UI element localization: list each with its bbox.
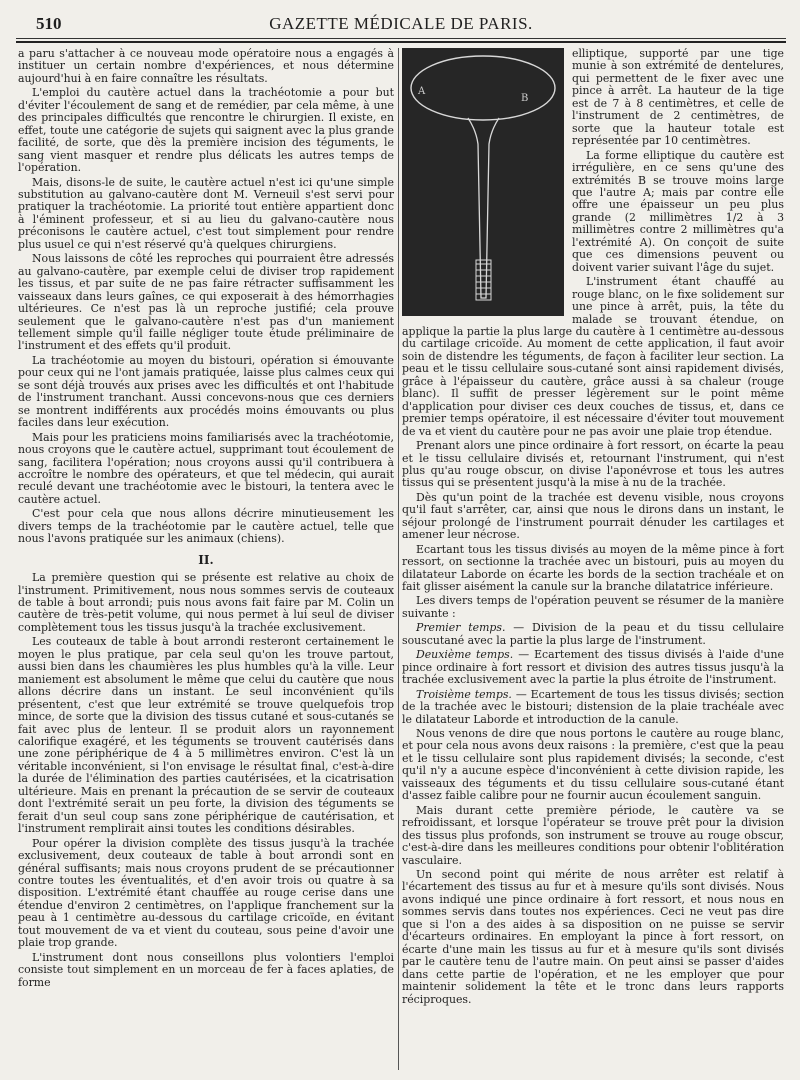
paragraph: Mais pour les praticiens moins familiarisés avec la trachéotomie, nous croyons que le cautère actuel, supprimant tout écoulement de sang, facilitera l'opération; nous croyons aussi qu'il contribuera à accroître le nombre des opérateurs, et que tel médecin, qui aurait reculé devant une trachéotomie avec le bistouri, la tentera avec le cautère actuel. — [18, 430, 394, 506]
step-label: Premier temps. — [416, 621, 506, 635]
paragraph: elliptique, supporté par une tige munie à son extrémité de dentelures, qui permettent de le fixer avec une pince à arrêt. La hauteur de la tige est de 7 à 8 centimètres, et celle de l'instrument de 2 centimètres, de sorte que la hauteur totale est représentée par 10 centimètres. — [572, 48, 784, 148]
cautery-figure — [402, 48, 564, 316]
paragraph: Prenant alors une pince ordinaire à fort ressort, on écarte la peau et le tissu cellulaire divisés et, retournant l'instrument, qui n'est plus qu'au rouge obscur, on divise l'aponévrose et tous les autres tissus qui se présentent jusqu'à la mise à nu de la trachée. — [402, 439, 784, 490]
paragraph: L'emploi du cautère actuel dans la trachéotomie a pour but d'éviter l'écoulement de sang et de remédier, par cela même, à une des principales difficultés que rencontre le chirurgien. Il existe, en effet, toute une catégorie de sujets qui saignent avec la plus grande facilité, de sorte, que dès la première incision des téguments, le sang vient masquer et rendre plus délicats les autres temps de l'opération. — [18, 86, 394, 175]
paragraph: Pour opérer la division complète des tissus jusqu'à la trachée exclusivement, deux couteaux de table à bout arrondi sont en général suffisants; mais nous croyons prudent de se précautionner contre toutes les éventualités, et d'en avoir trois ou quatre à sa disposition. L'extrémité étant chauffée au rouge cerise dans une étendue d'environ 2 centimètres, on l'applique franchement sur la peau à 1 centimètre au-dessous du cartilage cricoïde, en évitant tout mouvement de va et vient du couteau, sous peine d'avoir une plaie trop grande. — [18, 836, 394, 950]
step-label: Deuxième temps. — [416, 648, 514, 662]
column-divider — [398, 48, 399, 1070]
page-header — [16, 14, 786, 40]
paragraph: Nous laissons de côté les reproches qui pourraient être adressés au galvano-cautère, par exemple celui de diviser trop rapidement les tissus, et par suite de ne pas faire rétracter suffisamment les vaisseaux dans leurs gaînes, ce qui exposerait à des hémorrhagies ultérieures. Ce n'est pas là un reproche justifié; cela prouve seulement que le galvano-cautère n'est pas d'un maniement tellement simple qu'il faille négliger toute étude préliminaire de l'instrument et des effets qu'il produit. — [18, 252, 394, 353]
step-text: — Ecartement de tous les tissus divisés; section de la trachée avec le bistouri; distension de la plaie trachéale avec le dilatateur Laborde et introduction de la canule. — [402, 687, 784, 726]
paragraph: Les couteaux de table à bout arrondi resteront certainement le moyen le plus pratique, par cela seul qu'on les trouve partout, aussi bien dans les chaumières les plus humbles qu'à la ville. Leur maniement est absolument le même que celui du cautère que nous allons décrire dans un instant. Le seul inconvénient qu'ils présentent, c'est que leur extrémité se trouve quelquefois trop mince, de sorte que la division des tissus cutané et sous-cutanés se fait avec plus de lenteur. Il se produit alors un rayonnement calorifique exagéré, et les téguments se trouvent cautérisés dans une zone périphérique de 4 à 5 millimètres environ. C'est là un véritable inconvénient, si l'on envisage le résultat final, c'est-à-dire la durée de l'élimination des parties cautérisées, et la cicatrisation ultérieure. Mais en prenant la précaution de se servir de couteaux dont l'extrémité serait un peu forte, la division des téguments se ferait d'un seul coup sans zone périphérique de cautérisation, et l'instrument remplirait ainsi toutes les conditions désirables. — [18, 635, 394, 836]
operation-step — [402, 622, 784, 647]
paragraph: Les divers temps de l'opération peuvent se résumer de la manière suivante : — [402, 594, 784, 620]
paragraph: L'instrument étant chauffé au rouge blanc, on le fixe solidement sur une pince à arrêt, puis, la tête du malade se trouvant étendue, on applique la partie la plus large du cautère à 1 centimètre au-dessous du cartilage cricoïde. Au moment de cette application, il faut avoir soin de distendre les téguments, de façon à faciliter leur section. La peau et le tissu cellulaire sous-cutané sont ainsi rapidement divisés, grâce à l'épaisseur du cautère, grâce aussi à sa chaleur (rouge blanc). Il suffit de presser légèrement sur le point même d'application pour diviser ces deux couches de tissus, et, dans ce premier temps opératoire, il est nécessaire d'éviter tout mouvement de va et vient du cautère pour ne pas avoir une plaie trop étendue. — [402, 275, 784, 438]
paragraph: La première question qui se présente est relative au choix de l'instrument. Primitivement, nous nous sommes servis de couteaux de table à bout arrondi; puis nous avons fait faire par M. Colin un cautère de très-petit volume, qui nous permet à lui seul de diviser complètement tous les tissus jusqu'à la trachée exclusivement. — [18, 571, 394, 634]
paragraph: Ecartant tous les tissus divisés au moyen de la même pince à fort ressort, on sectionne la trachée avec un bistouri, puis au moyen du dilatateur Laborde on écarte les bords de la section trachéale et on fait glisser aisément la canule sur la branche dilatatrice inférieure. — [402, 542, 784, 594]
paragraph: La trachéotomie au moyen du bistouri, opération si émouvante pour ceux qui ne l'ont jamais pratiquée, laisse plus calmes ceux qui se sont déjà trouvés aux prises avec les difficultés et ont l'habitude de l'instrument tranchant. Aussi concevons-nous que ces derniers se montrent indifférents aux procédés moins émouvants ou plus faciles dans leur exécution. — [18, 353, 394, 430]
section-heading: II. — [198, 552, 214, 567]
cautery-instrument-icon — [402, 48, 564, 316]
step-text: — Ecartement des tissus divisés à l'aide d'une pince ordinaire à fort ressort et division des autres tissus jusqu'à la trachée exclusivement avec la partie la plus étroite de l'instrument. — [402, 648, 784, 687]
right-column — [402, 48, 784, 1074]
paragraph: Nous venons de dire que nous portons le cautère au rouge blanc, et pour cela nous avons deux raisons : la première, c'est que la peau et le tissu cellulaire sont plus rapidement divisés; la seconde, c'est qu'il n'y a aucune espèce d'inconvénient à cette division rapide, les vaisseaux des téguments et du tissu cellulaire sous-cutané étant d'assez faible calibre pour ne fournir aucun écoulement sanguin. — [402, 727, 784, 803]
journal-title: GAZETTE MÉDICALE DE PARIS. — [269, 14, 533, 33]
paragraph: C'est pour cela que nous allons décrire minutieusement les divers temps de la trachéotomie par le cautère actuel, telle que nous l'avons pratiquée sur les animaux (chiens). — [18, 507, 394, 546]
operation-step — [402, 689, 784, 726]
paragraph: a paru s'attacher à ce nouveau mode opératoire nous a engagés à instituer un certain nombre d'expériences, et nous détermine aujourd'hui à en faire connaître les résultats. — [18, 48, 394, 85]
paragraph: La forme elliptique du cautère est irrégulière, en ce sens qu'une des extrémités B se trouve moins large que l'autre A; mais par contre elle offre une épaisseur un peu plus grande (2 millimètres 1/2 à 3 millimètres contre 2 millimètres qu'a l'extrémité A). On conçoit de suite que ces dimensions peuvent ou doivent varier suivant l'âge du sujet. — [572, 148, 784, 274]
figure-label-a: A — [418, 86, 426, 97]
paragraph: Mais, disons-le de suite, le cautère actuel n'est ici qu'une simple substitution au galvano-cautère dont M. Verneuil s'est servi pour pratiquer la trachéotomie. La priorité tout entière appartient donc à l'éminent professeur, et si au lieu du galvano-cautère nous préconisons le cautère actuel, c'est tout simplement pour rendre plus usuel ce qui n'est réservé qu'à quelques chirurgiens. — [18, 175, 394, 251]
left-column — [18, 48, 394, 1074]
header-rule-thin — [16, 38, 786, 39]
paragraph: Un second point qui mérite de nous arrêter est relatif à l'écartement des tissus au fur et à mesure qu'ils sont divisés. Nous avons indiqué une pince ordinaire à fort ressort, et nous nous en sommes servis dans toutes nos expériences. Ceci ne veut pas dire que si l'on a des aides à sa disposition on ne puisse se servir d'écarteurs ordinaires. En employant la pince à fort ressort, on écarte d'une main les tissus au fur et à mesure qu'ils sont divisés par le cautère tenu de l'autre main. On peut ainsi se passer d'aides dans cette partie de l'opération, et ne les employer que pour maintenir solidement la tête et le tronc dans leurs rapports réciproques. — [402, 868, 784, 1006]
paragraph: Dès qu'un point de la trachée est devenu visible, nous croyons qu'il faut s'arrêter, car, ainsi que nous le dirons dans un instant, le séjour prolongé de l'instrument pourrait dénuder les cartilages et amener leur nécrose. — [402, 490, 784, 542]
figure-label-b: B — [521, 93, 529, 104]
step-text: — Division de la peau et du tissu cellulaire souscutané avec la partie la plus large de l'instrument. — [402, 621, 784, 647]
paragraph: Mais durant cette première période, le cautère va se refroidissant, et lorsque l'opérateur se trouve prêt pour la division des tissus plus profonds, son instrument se trouve au rouge obscur, c'est-à-dire dans les meilleures conditions pour obtenir l'oblitération vasculaire. — [402, 803, 784, 867]
paragraph: L'instrument dont nous conseillons plus volontiers l'emploi consiste tout simplement en un morceau de fer à faces aplaties, de forme — [18, 950, 394, 989]
step-label: Troisième temps. — [416, 687, 512, 701]
operation-step — [402, 649, 784, 686]
header-rule-thick — [16, 41, 786, 43]
page-number: 510 — [36, 14, 62, 33]
